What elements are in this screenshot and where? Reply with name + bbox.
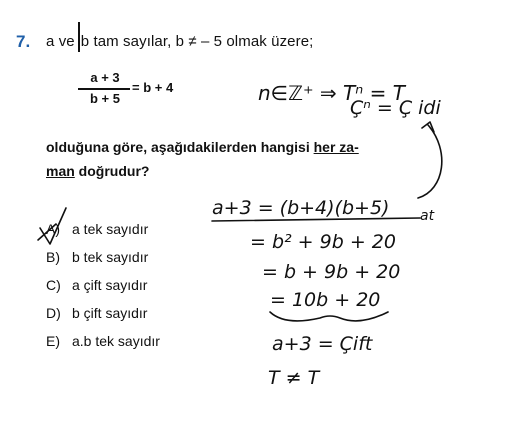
prompt-underlined: her za-	[313, 139, 359, 155]
handwritten-eq-5: a+3 = Çift	[272, 333, 373, 355]
handwritten-eq-4: = 10b + 20	[270, 289, 381, 311]
option-text: b çift sayıdır	[72, 305, 148, 321]
option-text: a.b tek sayıdır	[72, 333, 160, 349]
fraction-numerator: a + 3	[90, 70, 120, 85]
stem-part2: b tam sayılar, b ≠ – 5 olmak üzere;	[80, 33, 314, 50]
option-label: E)	[46, 333, 60, 349]
prompt-underlined-2: man	[46, 163, 75, 179]
option-text: a çift sayıdır	[72, 277, 148, 293]
arrow	[418, 125, 442, 198]
underbrace	[270, 312, 388, 321]
question-number: 7.	[16, 32, 31, 51]
handwritten-eq-6: T ≠ T	[268, 367, 320, 389]
option-text: b tek sayıdır	[72, 249, 149, 265]
fraction-rhs: = b + 4	[132, 80, 174, 95]
option-label: B)	[46, 249, 60, 265]
handwritten-eq-3: = b + 9b + 20	[262, 261, 401, 283]
option-label: A)	[46, 221, 60, 237]
handwritten-eq-2: = b² + 9b + 20	[250, 231, 396, 253]
handwritten-eq-1: a+3 = (b+4)(b+5)	[212, 197, 390, 219]
prompt-text-2: doğrudur?	[74, 163, 150, 179]
option-label: C)	[46, 277, 61, 293]
prompt-text: olduğuna göre, aşağıdakilerden hangisi	[46, 139, 314, 155]
handwritten-side-note: at	[420, 208, 435, 224]
handwritten-note-1: n∈ℤ⁺ ⇒ Tⁿ = T	[258, 81, 405, 105]
stem-part1: a ve	[46, 33, 75, 50]
option-text: a tek sayıdır	[72, 221, 149, 237]
fraction-denominator: b + 5	[90, 91, 120, 106]
option-label: D)	[46, 305, 61, 321]
handwritten-note-2: Çⁿ = Ç idi	[350, 97, 441, 119]
